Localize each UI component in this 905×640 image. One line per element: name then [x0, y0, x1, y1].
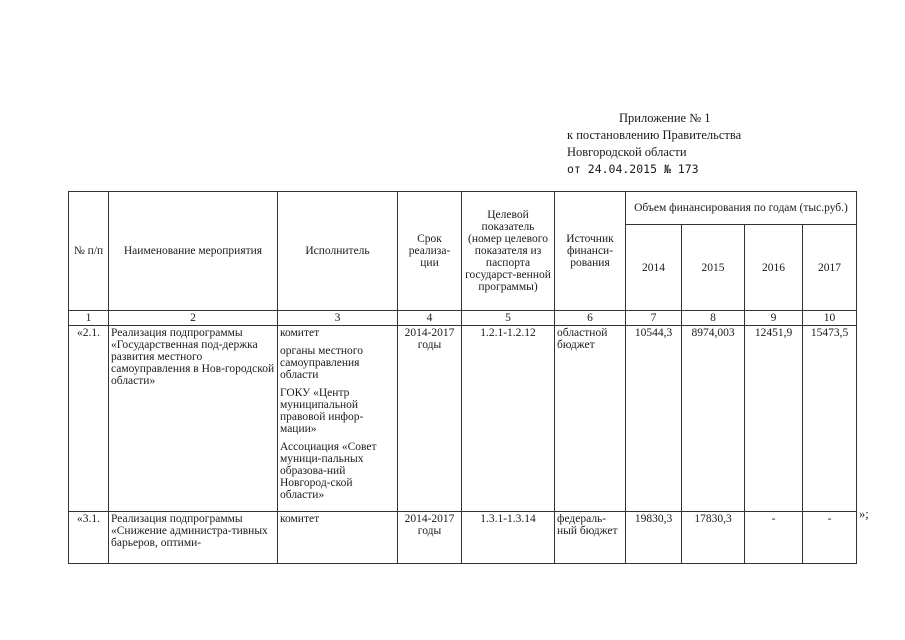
measure-name: Реализация подпрограммы «Снижение администра-тивных барьеров, оптими- [109, 512, 278, 564]
column-number-row [69, 311, 857, 326]
col-header-executor: Исполнитель [278, 192, 398, 311]
col-number: 10 [803, 311, 857, 326]
executor-item: ГОКУ «Центр муниципальной правовой инфор-мации» [280, 387, 364, 435]
col-header-year-2016: 2016 [745, 225, 803, 311]
executor-item: комитет [280, 327, 320, 339]
term-cell: 2014-2017 годы [398, 326, 462, 512]
col-header-indicator: Целевой показатель (номер целевого показателя из паспорта государст-венной программы) [462, 192, 555, 311]
col-number: 8 [682, 311, 745, 326]
appendix-line-2: Новгородской области [567, 145, 687, 159]
value-2017: - [803, 512, 857, 564]
col-number: 4 [398, 311, 462, 326]
appendix-line-1: к постановлению Правительства [567, 128, 742, 142]
term-cell: 2014-2017 годы [398, 512, 462, 564]
value-2017: 15473,5 [803, 326, 857, 512]
col-header-funding: Объем финансирования по годам (тыс.руб.) [626, 192, 857, 225]
col-number: 2 [109, 311, 278, 326]
funding-source: федераль-ный бюджет [555, 512, 626, 564]
col-number: 7 [626, 311, 682, 326]
col-header-source: Источник финанси-рования [555, 192, 626, 311]
col-header-num: № п/п [69, 192, 109, 311]
col-header-year-2015: 2015 [682, 225, 745, 311]
col-header-year-2017: 2017 [803, 225, 857, 311]
table-row [69, 326, 857, 512]
funding-source: областной бюджет [555, 326, 626, 512]
appendix-date-line: от 24.04.2015 № 173 [567, 162, 699, 176]
col-header-year-2014: 2014 [626, 225, 682, 311]
appendix-header [567, 110, 867, 178]
indicator-cell: 1.2.1-1.2.12 [462, 326, 555, 512]
value-2014: 10544,3 [626, 326, 682, 512]
value-2014: 19830,3 [626, 512, 682, 564]
col-number: 9 [745, 311, 803, 326]
executor-item: комитет [280, 513, 320, 525]
col-number: 5 [462, 311, 555, 326]
col-number: 3 [278, 311, 398, 326]
appendix-title: Приложение № 1 [619, 111, 711, 125]
indicator-cell: 1.3.1-1.3.14 [462, 512, 555, 564]
col-number: 1 [69, 311, 109, 326]
closing-quote-mark: »; [859, 507, 869, 521]
value-2016: - [745, 512, 803, 564]
col-header-term: Срок реализа-ции [398, 192, 462, 311]
value-2015: 8974,003 [682, 326, 745, 512]
executor-item: органы местного самоуправления области [280, 345, 363, 381]
value-2015: 17830,3 [682, 512, 745, 564]
executor-list [278, 326, 398, 512]
funding-table [68, 191, 857, 564]
col-number: 6 [555, 311, 626, 326]
value-2016: 12451,9 [745, 326, 803, 512]
row-number: «2.1. [69, 326, 109, 512]
measure-name: Реализация подпрограммы «Государственная под-держка развития местного самоуправления в Нов-городской области» [109, 326, 278, 512]
executor-list [278, 512, 398, 564]
col-header-name: Наименование мероприятия [109, 192, 278, 311]
executor-item: Ассоциация «Совет муници-пальных образова-ний Новгород-ской области» [280, 441, 377, 501]
table-row [69, 512, 857, 564]
row-number: «3.1. [69, 512, 109, 564]
